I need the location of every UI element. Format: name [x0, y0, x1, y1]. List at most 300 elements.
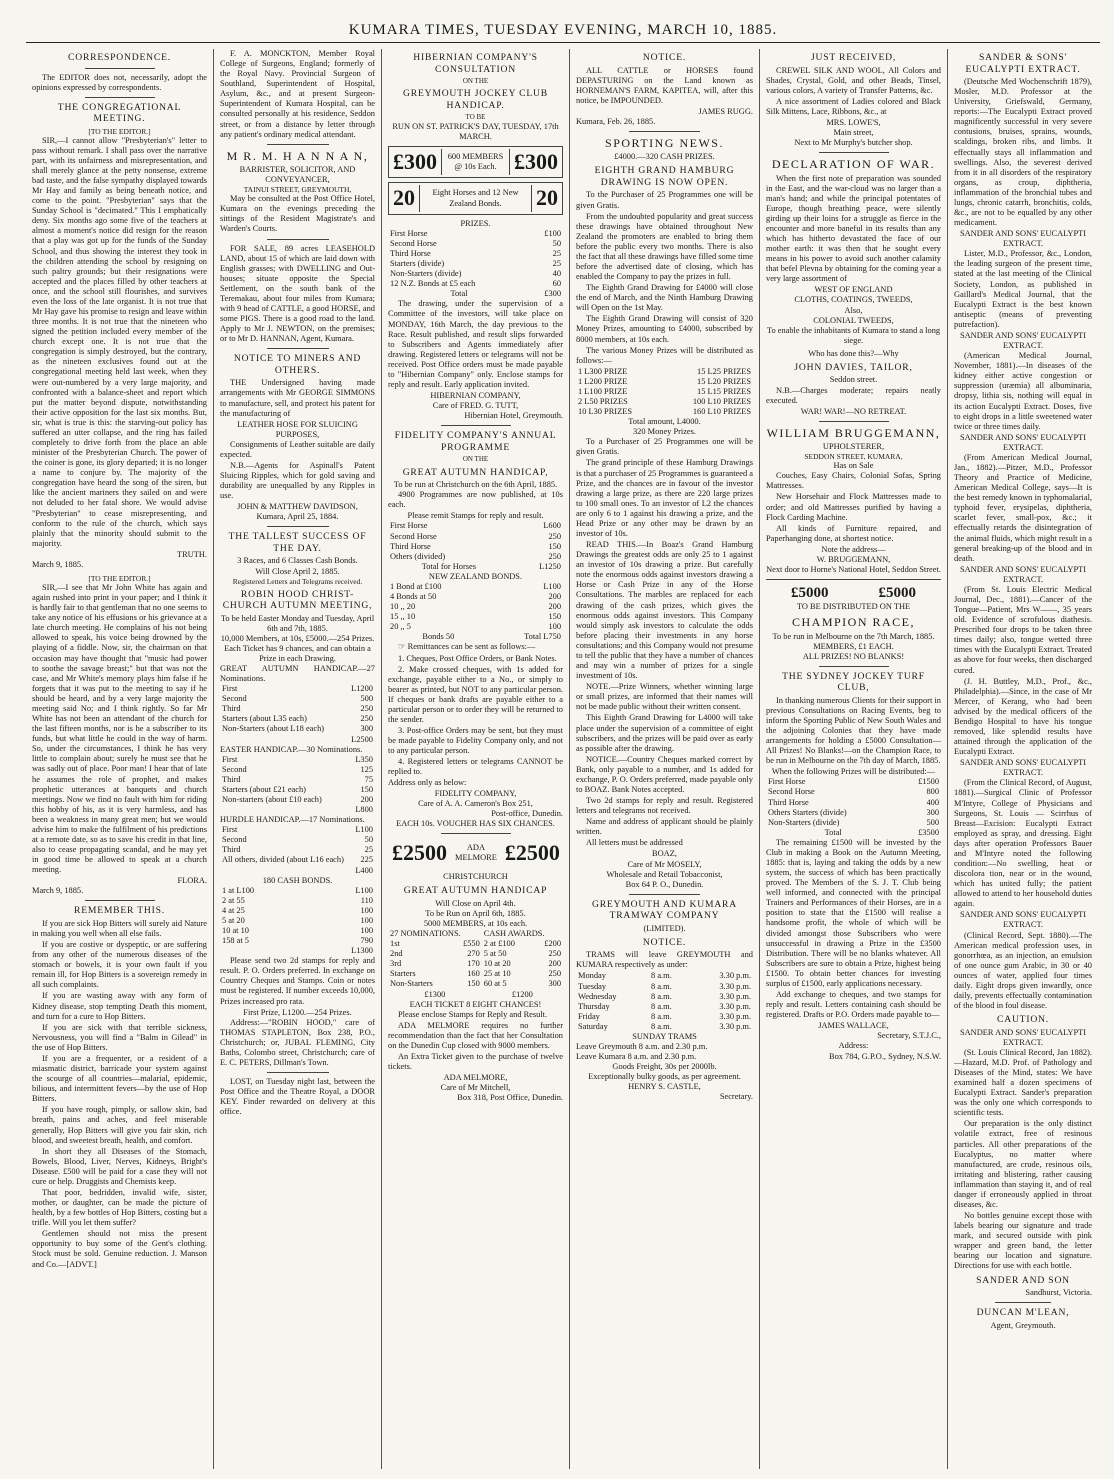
- table-cell: 800: [926, 787, 939, 797]
- table-cell: 60 at 5: [483, 979, 507, 989]
- divider: [629, 131, 700, 132]
- fidelity-run: To be run at Christchurch on the 6th April, 1885.: [393, 480, 558, 490]
- sunday-trams-heading: SUNDAY TRAMS: [632, 1031, 697, 1041]
- table-cell: All others, divided (about L16 each): [222, 855, 344, 865]
- table-row: [576, 1012, 753, 1022]
- table-row: [576, 397, 753, 407]
- table-header: CASH AWARDS.: [483, 929, 545, 939]
- heading-correspondence: CORRESPONDENCE.: [68, 52, 171, 63]
- prize-amount-left: £300: [393, 148, 437, 174]
- fidelity-voucher: EACH 10s. VOUCHER HAS SIX CHANCES.: [396, 818, 555, 828]
- table-total: L1250: [539, 561, 561, 571]
- champion-banner: [766, 584, 941, 602]
- letter-to-editor: [TO THE EDITOR.]: [88, 126, 151, 136]
- divider: [629, 894, 700, 895]
- table-cell: 100 L10 PRIZES: [692, 397, 751, 406]
- table-cell: 8 a.m.: [651, 1001, 672, 1011]
- sjc-address: Box 784, G.P.O., Sydney, N.S.W.: [829, 1051, 941, 1061]
- table-total-row: [220, 735, 375, 745]
- miners-body: THE Undersigned having made arrangements with Mr GEORGE SIMMONS to manufacture, sell, and protect his patent for the manufacturing of: [220, 378, 375, 418]
- hamburg-para: From the undoubted popularity and great success these drawings have obtained throughout New Zealand the promoters are enabled to bring them before the public every two months. There is also the fact that all these drawings have filled some time before the advertised date of closing, which has enabled the Company to pay the prizes in full.: [576, 211, 753, 282]
- sander-location: Sandhurst, Victoria.: [1025, 1288, 1092, 1298]
- divider: [267, 144, 329, 145]
- table-cell: Third Horse: [768, 797, 809, 807]
- table-cell: 300: [360, 724, 373, 734]
- champion-prizes: ALL PRIZES! NO BLANKS!: [802, 651, 905, 661]
- table-total-row: [220, 866, 375, 876]
- table-row: [388, 521, 563, 531]
- robin-members: 10,000 Members, at 10s, £5000.—254 Prizes.: [220, 633, 375, 643]
- prize-count: 320 Money Prizes.: [632, 427, 697, 437]
- table-total: L800: [355, 805, 373, 815]
- table-cell: Starters: [390, 969, 416, 979]
- table-row: [220, 785, 375, 795]
- table-cell: Tuesday: [578, 981, 607, 991]
- table-row: [220, 724, 375, 734]
- pointing-hand-icon: ☞: [398, 642, 406, 652]
- bruggemann-body: All kinds of Furniture repaired, and Paperhanging done, at shortest notice.: [766, 523, 941, 543]
- letter-body: SIR,—I see that Mr John White has again and again rushed into print in your paper; and I think it is hardly fair to that gentleman that no one seems to take any notice of his effusions or his grievance at a late church meeting. He complains of his not being allowed to speak, his voice being drowned by the playing of a fiddle. Now, sir, the chairman on that occasion may have thought that "music had power to soothe the savage breast;" but that was not the case, and Mr White's memory plays him false if he forgets that it was put to the meeting to say if he should be heard, and by a very large majority the meeting said No; and I think rightly. So far Mr White has not been an attendant of the church for the last fifteen months, nor is he a subscriber to its funds, but what little he could in the way of harm. So, under the circumstances, I think he has very little to complain about; surely he must see that he was sadly out of place. Poor man! I hear that of late he assumes the role of prophet, and makes prophetic utterances at banquets and church meetings. Now we find no fault with him for riding this hobby of his, as it is very harmless, and has been a weakness in many great men; but we would advise him to make the fulfilment of his predictions at a remote date, so as to save his credit in that line, also to cease propagating scandal, and he may yet in good time be allowed to speak at a church meeting.: [32, 583, 207, 875]
- table-cell: L100: [543, 581, 561, 591]
- table-cell: Non-Starters (divide): [390, 269, 462, 279]
- table-cell: Second Horse: [390, 238, 437, 248]
- table-cell: 170: [467, 959, 480, 969]
- table-row: [220, 825, 375, 835]
- table-cell: 4 at 25: [222, 905, 245, 915]
- hibernian-race: GREYMOUTH JOCKEY CLUB HANDICAP.: [403, 88, 548, 111]
- boaz-address: Care of Mr MOSELY,: [627, 859, 702, 869]
- table-cell: 1 L200 PRIZE: [578, 376, 628, 386]
- table-cell: 150: [467, 979, 480, 989]
- miners-nb: N.B.—Agents for Aspinall's Patent Sluicing Ripples, which for gold saving and durability are unequalled by any Ripples in use.: [220, 460, 375, 501]
- table-row: [388, 259, 563, 269]
- table-cell: First: [222, 754, 238, 764]
- war-tailor: JOHN DAVIES, TAILOR,: [794, 361, 913, 373]
- table-row: [388, 969, 563, 979]
- table-row: [766, 818, 941, 828]
- table-cell: 60: [552, 279, 561, 289]
- lowe-name: MRS. LOWE'S,: [826, 117, 881, 127]
- sjc-signature: Secretary, S.T.J.C.,: [877, 1031, 941, 1041]
- table-cell: 1 Bond at £100: [390, 581, 442, 591]
- champion-amount: £5000: [791, 585, 829, 602]
- table-cell: 3.30 p.m.: [719, 991, 751, 1001]
- bruggemann-address: SEDDON STREET, KUMARA,: [804, 452, 903, 462]
- table-total: L2500: [351, 734, 373, 744]
- fidelity-table: [388, 521, 563, 571]
- table-header-row: [388, 929, 563, 939]
- champion-amount: £5000: [878, 585, 916, 602]
- table-cell: 10 L30 PRIZES: [578, 407, 632, 417]
- table-row: [388, 602, 563, 612]
- table-cell: L100: [355, 825, 373, 835]
- table-cell: 1 L100 PRIZE: [578, 386, 628, 396]
- table-cell: Thursday: [578, 1001, 610, 1011]
- fidelity-address: FIDELITY COMPANY,: [434, 788, 517, 798]
- received-body: A nice assortment of Ladies colored and Black Silk Mittens, Lace, Ribbons, &c., at: [766, 96, 941, 116]
- ada-close: Will Close on April 4th.: [435, 898, 516, 908]
- table-row: [388, 979, 563, 989]
- divider: [85, 900, 155, 901]
- table-row: [576, 377, 753, 387]
- table-row: [220, 855, 375, 865]
- table-cell: 250: [360, 714, 373, 724]
- table-cell: 3.30 p.m.: [719, 971, 751, 981]
- table-cell: 25: [364, 845, 373, 855]
- war-nb: N.B.—Charges moderate; repairs neatly executed.: [766, 385, 941, 405]
- table-cell: 250: [548, 551, 561, 561]
- fidelity-programmes: 4900 Programmes are now published, at 10s each.: [388, 490, 563, 510]
- boaz-address: BOAZ,: [652, 849, 677, 859]
- table-row: [220, 896, 375, 906]
- remember-item: Gentlemen should not miss the present opportunity to buy some of the Gent's clothing. Stock must be sold. Genuine reduction. J. Manson and Co.—[ADVT.]: [32, 1229, 207, 1269]
- hamburg-para: Name and address of applicant should be plainly written.: [576, 817, 753, 837]
- table-cell: £200: [544, 939, 561, 949]
- prize-table: [576, 367, 753, 417]
- prize-count-right: 20: [536, 185, 558, 211]
- sander-signature: SANDER AND SON: [976, 1274, 1070, 1286]
- prizes-label: PRIZES.: [460, 218, 491, 228]
- received-body: CREWEL SILK AND WOOL, All Colors and Shades, Crystal, Gold, and other Beads, Tinsel, various colors, A variety of Transfer Patterns, &c.: [766, 65, 941, 95]
- hamburg-para: READ THIS.—In Boaz's Grand Hamburg Drawings the greatest odds are only 25 to 1 against an investor of 10s drawing a prize. But carefully note the enormous odds against investors drawing a Horse or Cash Prize in any of the Horse Consultations. The marbles are replaced for each drawing of the cash prizes, which gives the enormous odds against investors. This Company would simply ask investors to calculate the odds before placing their investments in any horse consultations; and this Company would not presume to tell the public that they have a number of chances and may win a number of prizes for a single investment of 10s.: [576, 540, 753, 681]
- table-cell: 150: [360, 784, 373, 794]
- sander-item: (Clinical Record, Sept. 1880).—The American medical profession uses, in gonorrhœa, as an injection, an emulsion of one ounce gum Arabic, in 30 or 40 ounces of water, applied four times daily. Eight drops given inwardly, once daily, prevents effectually contamination of the blood in foul disease.: [954, 930, 1092, 1011]
- miners-product: LEATHER HOSE FOR SLUICING PURPOSES,: [237, 419, 358, 439]
- remember-item: If you are a frequenter, or a resident of a miasmatic district, barricade your system against the scourge of all countries—malarial, epidemic, bilious, and intermittent fevers—by the use of Hop Bitters.: [32, 1053, 207, 1104]
- hannan-name: M R. M. H A N N A N,: [226, 148, 369, 163]
- table-row: [220, 926, 375, 936]
- table-cell: 20 ,, 5: [390, 622, 411, 632]
- war-heading: DECLARATION OF WAR.: [771, 157, 936, 172]
- prize-members: 600 MEMBERS @ 10s Each.: [441, 149, 510, 175]
- hamburg-para: Two 2d stamps for reply and result. Registered letters and telegrams not received.: [576, 796, 753, 816]
- received-heading: JUST RECEIVED,: [810, 52, 897, 63]
- table-total-label: Bonds 50: [422, 632, 455, 642]
- table-total-label: Total: [824, 827, 842, 837]
- notice-body: ALL CATTLE or HORSES found DEPASTURING on the Land known as HORNEMAN'S FARM, KAPITEA, will, after this notice, be IMPOUNDED.: [576, 65, 753, 105]
- tram-bulky: Exceptionally bulky goods, as per agreement.: [588, 1072, 741, 1082]
- hurdle-heading: HURDLE HANDICAP.—17 Nominations.: [220, 815, 365, 825]
- hibernian-body: The drawing, under the supervision of a Committee of the investors, will take place on MONDAY, 16th March, the day previous to the Race. Result published, and result slips forwarded to Subscribers and Agents immediately after drawing. Registered letters or telegrams will not be received. Post Office orders must be made payable to "Hibernian Company" only. Enclose stamps for reply and result. Early application invited.: [388, 299, 563, 389]
- table-cell: 500: [926, 817, 939, 827]
- table-row: [388, 542, 563, 552]
- table-cell: Saturday: [578, 1021, 608, 1031]
- table-cell: 250: [548, 949, 561, 959]
- table-cell: £550: [463, 939, 480, 949]
- miners-signature: JOHN & MATTHEW DAVIDSON,: [237, 502, 358, 512]
- table-cell: Third: [222, 704, 241, 714]
- table-cell: 25: [552, 259, 561, 269]
- table-cell: Others Starters (divide): [768, 807, 847, 817]
- hamburg-para: The Eighth Grand Drawing will consist of 320 Money Prizes, amounting to £4000, subscribed by 8000 members, at 10s each.: [576, 314, 753, 344]
- table-row: [388, 249, 563, 259]
- table-row: [576, 1022, 753, 1032]
- bonds-table: [220, 886, 375, 957]
- table-cell: 8 a.m.: [651, 971, 672, 981]
- table-cell: 10 at 20: [483, 959, 511, 969]
- table-row: [388, 949, 563, 959]
- table-cell: 12 N.Z. Bonds at £5 each: [390, 279, 476, 289]
- table-cell: 100: [360, 905, 373, 915]
- miners-date: Kumara, April 25, 1884.: [256, 512, 339, 522]
- sjc-signature: JAMES WALLACE,: [818, 1021, 889, 1031]
- table-total: L400: [355, 865, 373, 875]
- table-total-row: [766, 828, 941, 838]
- table-cell: 150: [548, 541, 561, 551]
- sjc-heading: THE SYDNEY JOCKEY TURF CLUB,: [782, 670, 925, 694]
- table-row: [766, 798, 941, 808]
- divider: [441, 425, 511, 426]
- heading-remember-this: REMEMBER THIS.: [74, 905, 165, 917]
- sander-item: (American Medical Journal, November, 1881).—In diseases of the kidney either active congestion or suppression (uræmia) all albuminaria, dropsy, lithia sis, nothing will equal in its action Eucalypti Extract. Doses, five to eight drops in a little sweetened water twice or three times daily.: [954, 351, 1092, 431]
- table-total-row: [220, 946, 375, 956]
- remember-item: If you are sick with that terrible sickness, Nervousness, you will find a "Balm in Gilead" in the use of Hop Bitters.: [32, 1022, 207, 1052]
- hamburg-para: All letters must be addressed: [586, 838, 683, 848]
- bonds-heading: 180 CASH BONDS.: [262, 875, 333, 885]
- bruggemann-heading: WILLIAM BRUGGEMANN,: [766, 425, 941, 440]
- table-total: Total L750: [524, 632, 561, 642]
- remember-item: If you have rough, pimply, or sallow skin, bad breath, pains and aches, and feel miserable generally, Hop Bitters will give you fair skin, rich blood, and sweetest breath, health, and comfort.: [32, 1105, 207, 1145]
- sander-subhead: SANDER AND SONS' EUCALYPTI EXTRACT.: [959, 910, 1087, 930]
- table-cell: [220, 866, 352, 876]
- table-cell: First: [222, 825, 238, 835]
- ada-members: 5000 MEMBERS, at 10s each.: [423, 918, 528, 928]
- table-cell: Third Horse: [390, 541, 431, 551]
- divider: [819, 421, 889, 422]
- gah-table: [220, 684, 375, 744]
- war-cloth: COLONIAL TWEEDS,: [813, 315, 894, 325]
- table-cell: 250: [548, 969, 561, 979]
- table-cell: 300: [926, 807, 939, 817]
- table-cell: 15 L20 PRIZES: [697, 376, 751, 386]
- sjc-body3: Add exchange to cheques, and two stamps for reply and result. Letters containing cash should be registered. Drafts or P.O. Orders made payable to—: [766, 990, 941, 1020]
- notice-signature: JAMES RUGG.: [698, 106, 753, 116]
- table-cell: 25 at 10: [483, 969, 511, 979]
- sander-item: (From St. Louis Electric Medical Journal, Dec., 1881).—Cancer of the Tongue—Patient, Mrs W——, 35 years old. Evidence of scrofulous diathesis. Prescribed four drops to be taken three times daily; also, tongue wetted three times with the Eucalypti Extract. Treated as above for four weeks, then discharged cured.: [954, 584, 1092, 675]
- column-eucalypti: [948, 49, 1098, 1469]
- table-total: £1200: [511, 989, 533, 999]
- letter-date: March 9, 1885.: [32, 559, 84, 569]
- table-row: [576, 982, 753, 992]
- bruggemann-note: Note the address—: [821, 544, 886, 554]
- prize-count-left: 20: [393, 185, 415, 211]
- letter-signature: TRUTH.: [176, 549, 207, 559]
- table-cell: 300: [548, 979, 561, 989]
- table-cell: 200: [548, 602, 561, 612]
- table-cell: Non-Starters (divide): [768, 817, 840, 827]
- table-row: [220, 765, 375, 775]
- table-cell: 3.30 p.m.: [719, 1011, 751, 1021]
- war-address: Seddon street.: [829, 375, 878, 385]
- remember-item: If you are costive or dyspeptic, or are suffering from any other of the numerous diseases of the stomach or bowels, it is your own fault if you remain ill, for Hop Bitters is a sovereign remedy in all such complaints.: [32, 940, 207, 990]
- table-row: [576, 407, 753, 417]
- hamburg-para: The grand principle of these Hamburg Drawings is that a purchaser of 25 Programmes is guaranteed a Prize, and the chances are in favour of the investor drawing a large prize, as there are 220 large prizes to 100 small ones. To an investor of L2 the chances are only 6 to 1 against his drawing a prize, and the Head Prize or any other may be drawn by an investor of 10s.: [576, 458, 753, 539]
- table-cell: 200: [548, 959, 561, 969]
- hamburg-para: The Eighth Grand Drawing for £4000 will close the end of March, and the Ninth Hamburg Drawing will Open on the 1st May.: [576, 283, 753, 313]
- table-cell: 5 at 20: [222, 915, 245, 925]
- table-total-row: [388, 990, 563, 1000]
- table-row: [220, 714, 375, 724]
- table-cell: 3.30 p.m.: [719, 1001, 751, 1011]
- sander-item: (From the Clinical Record, of August, 1881).—Surgical Clinic of Professor M'Intyre, College of Physicians and Surgeons, St. Louis — Scirrhus of Breast—Excision: Eucalypti Extract employed as spray, and dressing. Eight days after operation Professors Bauer and M'Intyre noted the following condition:—No swelling, heat or discolora tion, near or in the wound, which has united fully; the patient allowed to attend to her household duties again.: [954, 778, 1092, 909]
- sunday-trams: Leave Greymouth 8 a.m. and 2.30 p.m.: [576, 1042, 708, 1052]
- sander-item: (St. Louis Clinical Record, Jan 1882).—Hazard, M.D. Prof. of Pathology and Diseases of the Mind, states: We have examined half a dozen specimens of Eucalypti Extract. Sander's preparation was the only one which corresponds to scientific tests.: [954, 1047, 1092, 1118]
- column-trade: [760, 49, 948, 1469]
- table-row: [576, 367, 753, 377]
- table-cell: 2nd: [390, 949, 403, 959]
- divider: [85, 97, 155, 98]
- remember-item: If you are sick Hop Bitters will surely aid Nature in making you well when all else fails.: [32, 918, 207, 939]
- champion-race: CHAMPION RACE,: [791, 615, 915, 630]
- table-cell: 15 L15 PRIZES: [697, 386, 751, 396]
- for-sale-advert: FOR SALE, 89 acres LEASEHOLD LAND, about 15 of which are laid down with English grasses; with DWELLING and Out-houses; situate opposite the Special Settlement, on the south bank of the Teremakau, about four miles from Kumara; with 9 head of CATTLE, a good HORSE, and some PIGS. There is a good road to the land. Apply to Mr J. NEWTON, on the premises; or to Mr D. HANNAN, Agent, Kumara.: [220, 243, 375, 344]
- column-consultations: [382, 49, 570, 1469]
- table-cell: 160 L10 PRIZES: [692, 407, 751, 417]
- robin-address: Address:—"ROBIN HOOD," care of THOMAS STAPLETON, Box 238, P.O., Christchurch; or, JUBAL FLEMING, City Baths, Colombo street, Christchurch; care of E. C. PETERS, Dillman's Town.: [220, 1017, 375, 1068]
- table-cell: 3.30 p.m.: [719, 1021, 751, 1031]
- tallest-close: Will Close April 2, 1885.: [255, 566, 340, 576]
- table-cell: Others (divided): [390, 551, 446, 561]
- table-row: [220, 704, 375, 714]
- tramway-notice: NOTICE.: [642, 936, 687, 948]
- prize-amount-right: £300: [514, 148, 558, 174]
- table-cell: 160: [467, 969, 480, 979]
- table-total-label: Total: [450, 289, 468, 299]
- table-row: [388, 959, 563, 969]
- divider: [267, 526, 329, 527]
- table-total-label: Total for Horses: [421, 561, 477, 571]
- fidelity-address: Care of A. A. Cameron's Box 251,: [418, 798, 533, 808]
- table-row: [388, 279, 563, 289]
- table-cell: Starters (about L35 each): [222, 714, 307, 724]
- divider: [819, 152, 889, 153]
- sporting-heading: SPORTING NEWS.: [605, 135, 724, 150]
- table-cell: 500: [360, 694, 373, 704]
- table-cell: 110: [360, 895, 373, 905]
- prize-total: Total amount, L4000.: [628, 417, 701, 427]
- table-cell: L600: [543, 521, 561, 531]
- lost-key-notice: LOST, on Tuesday night last, between the Post Office and the Theatre Royal, a DOOR KEY. Finder rewarded on delivery at this office.: [220, 1077, 375, 1117]
- table-row: [220, 775, 375, 785]
- fidelity-remit2: [388, 642, 563, 652]
- sunday-trams: Leave Kumara 8 a.m. and 2.30 p.m.: [576, 1052, 697, 1062]
- hamburg-para: This Eighth Grand Drawing for L4000 will take place under the supervision of a committee of eight subscribers, and the prizes will be paid over as early as possible after the drawing.: [576, 713, 753, 753]
- table-row: [220, 795, 375, 805]
- table-cell: Wednesday: [578, 991, 617, 1001]
- letter-body: SIR,—I cannot allow "Presbyterian's" letter to pass without remark. I shall pass over the narrative part, with its unfairness and misrepresentation, and shall merely glance at the petty nonsense, extreme bad taste, and the false sympathy displayed towards Mr Hay and family as being beneath notice, and come to the point. "Presbyterian" says that the Sunday School is "decimated." This I emphatically deny. Six months ago some five of the teachers at almost a moment's notice did resign for the reason that a play was got up for the funds of the Sunday School, and thus showing the interest they took in the children attending the school by resigning on such paltry grounds; but their resignations were accepted and the places filled by other teachers at once, and the school still flourishes, and survives even the loss of the late organist. It is not true that Mr Hay gave his promise to resign and leave within three months. It is not true that the nineteen who signed the petition included every member of the church except one. It is not true that the congregation is simply destroyed, but the contrary, as the nineteen exclusives found out at the congregational meeting held last week, when they were out-numbered by a very large majority, and confronted with a balance-sheet and report which put the matter beyond dispute, notwithstanding their active opposition for the last six months. But, sir, what is true is this: the starving-out policy has suffered an utter collapse, and the ring has failed completely to drive forth from the place an able minister of the Presbyterian Church. The power of the coiner is gone, its glory departed; it is no longer a name to conjure by. The majority of the congregation have heard the song of the siren, but like the ancient mariners they sailed on and were not deluded to her fatal shore. We would advise "Presbyterian" to cease misrepresenting, and conform to the rule of the church, which says plainly that the minority should submit to the majority.: [32, 135, 207, 548]
- remember-item: In short they all Diseases of the Stomach, Bowels, Blood, Liver, Nerves, Kidneys, Bright's Disease. £500 will be paid for a case they will not cure or help. Druggists and Chemists keep.: [32, 1146, 207, 1186]
- table-cell: Friday: [578, 1011, 600, 1021]
- column-sporting: [570, 49, 760, 1469]
- table-cell: 100: [360, 926, 373, 936]
- table-cell: Non-starters (about £10 each): [222, 795, 322, 804]
- table-total-row: [388, 632, 563, 642]
- table-row: [220, 755, 375, 765]
- hannan-title: BARRISTER, SOLICITOR, AND CONVEYANCER,: [239, 165, 356, 185]
- ada-extra: An Extra Ticket given to the purchase of twelve tickets.: [388, 1051, 563, 1072]
- table-cell: 10 at 10: [222, 926, 249, 936]
- hibernian-sig: Hibernian Hotel, Greymouth.: [464, 411, 563, 421]
- ada-signature: Care of Mr Mitchell,: [440, 1083, 511, 1093]
- table-cell: Second: [222, 764, 247, 774]
- duncan-name: DUNCAN M'LEAN,: [976, 1307, 1070, 1319]
- fidelity-remit2-text: Remittances can be sent as follows:—: [407, 642, 536, 652]
- robin-prizes: First Prize, L1200.—254 Prizes.: [243, 1007, 352, 1017]
- gah-heading: GREAT AUTUMN HANDICAP.—27 Nominations.: [220, 663, 375, 684]
- table-cell: 2 at £100: [483, 939, 515, 949]
- table-row: [220, 845, 375, 855]
- hannan-address: TAINUI STREET, GREYMOUTH,: [243, 185, 352, 195]
- hibernian-table: [388, 229, 563, 300]
- table-cell: Starters (divide): [390, 259, 445, 269]
- tram-timetable: [576, 971, 753, 1031]
- easter-table: [220, 755, 375, 815]
- remember-list: [32, 919, 207, 1270]
- table-cell: Non-Starters (about L18 each): [222, 724, 325, 734]
- hibernian-sig: Care of FRED. G. TUTT,: [432, 401, 519, 411]
- sander-item: Our preparation is the only distinct volatile extract, free of resinous particles. All other preparations of the Eucalyptus, no matter where manufactured, are crude, resinous oils, irritating and blistering, rather causing inflammation than staying it, and of real danger if erroneously applied in throat diseases, &c.: [954, 1119, 1092, 1210]
- table-cell: 2 at 55: [222, 895, 245, 905]
- table-cell: 40: [552, 269, 561, 279]
- table-cell: First Horse: [390, 521, 428, 531]
- table-row: [576, 971, 753, 981]
- tallest-registered: Registered Letters and Telegrams received.: [232, 576, 363, 586]
- hamburg-heading: EIGHTH GRAND HAMBURG DRAWING IS NOW OPEN.: [594, 165, 735, 188]
- table-cell: 10 ,, 20: [390, 602, 416, 612]
- ada-race: GREAT AUTUMN HANDICAP: [403, 885, 548, 897]
- hibernian-sig: HIBERNIAN COMPANY,: [430, 391, 521, 401]
- table-cell: 1 L300 PRIZE: [578, 366, 628, 376]
- table-cell: 15 ,, 10: [390, 612, 416, 622]
- table-cell: [220, 735, 345, 745]
- table-cell: 8 a.m.: [651, 991, 672, 1001]
- table-cell: 125: [360, 764, 373, 774]
- war-cloth: CLOTHS, COATINGS, TWEEDS,: [794, 295, 913, 305]
- prize-composition: Eight Horses and 12 New Zealand Bonds.: [419, 185, 532, 211]
- ada-body: ADA MELMORE requires no further recommendation than the fact that her Consultation on the Dunedin Cup closed with 9000 members.: [388, 1020, 563, 1050]
- table-cell: 8 a.m.: [651, 1011, 672, 1021]
- table-row: [766, 777, 941, 787]
- table-row: [220, 886, 375, 896]
- table-cell: 400: [926, 797, 939, 807]
- nz-bonds-heading: NEW ZEALAND BONDS.: [428, 571, 523, 581]
- divider: [267, 1072, 329, 1073]
- table-cell: L1200: [351, 684, 373, 694]
- table-total-row: [388, 562, 563, 572]
- table-row: [576, 387, 753, 397]
- sander-subhead: SANDER AND SONS' EUCALYPTI EXTRACT.: [959, 330, 1087, 351]
- table-cell: First Horse: [768, 777, 806, 787]
- sander-heading: SANDER & SONS' EUCALYPTI EXTRACT.: [965, 52, 1081, 75]
- war-also: Also,: [844, 305, 863, 315]
- columns: [26, 49, 1100, 1469]
- boaz-address: Box 64 P. O., Dunedin.: [625, 879, 704, 889]
- table-row: [576, 992, 753, 1002]
- sjc-body2: The remaining £1500 will be invested by the Club in making a Book on the Autumn Meeting, 1885: that is, laying and taking the odds by a new system, the success of which has been practically proved. The Members of the S. J. T. Club being well informed, and connected with the principal Trainers and Performances of their Horses, are in a position to state that the £1500 will realise a handsome profit, the whole of which will be divided amongst those Subscribers who were unsuccessful in drawing a Prize in the £3500 Distribution. There will be no blanks whatever. All Subscribers are sure to obtain a Prize, highest being £1500. To obtain better chances for investing surplus of £1500, early applications necessary.: [766, 837, 941, 988]
- table-total: £3500: [918, 827, 939, 837]
- table-cell: 5 at 50: [483, 949, 507, 959]
- table-cell: First: [222, 684, 238, 694]
- fidelity-list-item: 4. Registered letters or telegrams CANNOT be replied to.: [388, 757, 563, 777]
- ada-amount-left: £2500: [392, 839, 447, 865]
- sjc-address-head: Address:: [838, 1041, 869, 1051]
- table-cell: 790: [360, 936, 373, 946]
- ada-signature: Box 318, Post Office, Dunedin.: [457, 1093, 563, 1103]
- bruggemann-body: Couches, Easy Chairs, Colonial Sofas, Spring Mattresses.: [766, 471, 941, 491]
- table-cell: 50: [364, 835, 373, 845]
- monckton-advert: F. A. MONCKTON, Member Royal College of Surgeons, England; formerly of the Royal Navy. Provincial Surgeon of Southland, Superintendent of Hospital, Asylum, &c., and at present Surgeon-Superintendent of Kumara Hospital, can be consulted personally at his residence, Seddon street, or from a distance by letter through any patient's ordinary medical attendant.: [220, 49, 375, 139]
- robin-stamps: Please send two 2d stamps for reply and result. P. O. Orders preferred. In exchange on Country Cheques and Stamps. Coin or notes must be registered. If number exceeds 10,000, Prizes increased pro rata.: [220, 956, 375, 1006]
